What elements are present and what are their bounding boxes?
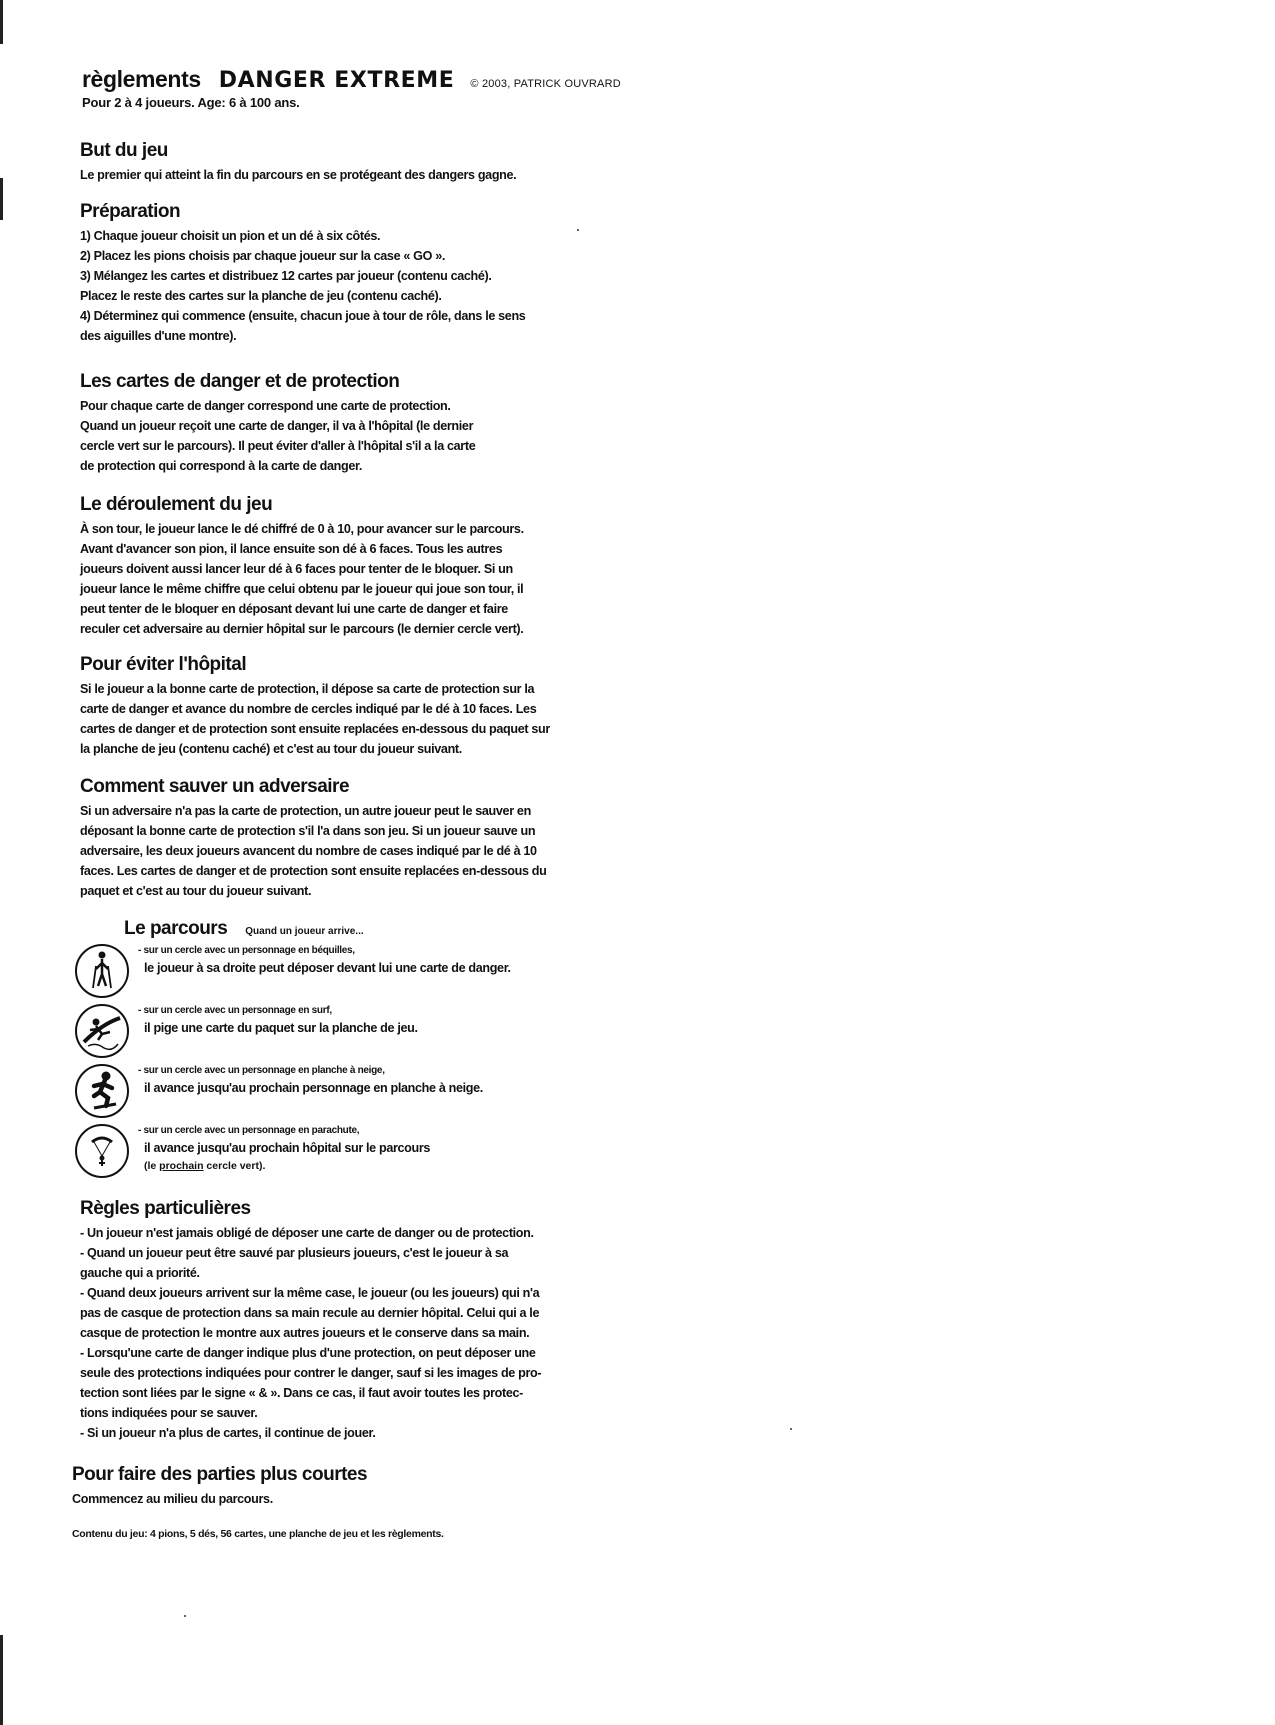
- text-line: adversaire, les deux joueurs avancent du nombre de cases indiqué par le dé à 10: [80, 843, 537, 858]
- section-cartes: [80, 371, 640, 476]
- parcours-item: [72, 1002, 672, 1060]
- surfer-figure-icon: [72, 1002, 132, 1060]
- players-age: Pour 2 à 4 joueurs. Age: 6 à 100 ans.: [82, 95, 300, 110]
- text-line: Placez le reste des cartes sur la planche de jeu (contenu caché).: [80, 288, 442, 303]
- parcours-item: [72, 1122, 672, 1186]
- document-header: [82, 66, 642, 110]
- section-title: Les cartes de danger et de protection: [80, 371, 400, 392]
- parcours-condition: - sur un cercle avec un personnage en béquilles,: [138, 945, 355, 956]
- parcours-effect: il avance jusqu'au prochain personnage en planche à neige.: [144, 1081, 483, 1095]
- section-title: Règles particulières: [80, 1198, 251, 1219]
- parcours-condition: - sur un cercle avec un personnage en parachute,: [138, 1125, 360, 1136]
- text-line: pas de casque de protection dans sa main recule au dernier hôpital. Celui qui a le: [80, 1305, 540, 1320]
- parcours-note: [144, 1158, 430, 1174]
- parcours-condition: - sur un cercle avec un personnage en surf,: [138, 1005, 332, 1016]
- section-regles-particulieres: [80, 1198, 640, 1443]
- parcours-subtitle: Quand un joueur arrive...: [245, 926, 364, 937]
- note-text: cercle vert).: [203, 1160, 266, 1172]
- scan-edge-mark: [0, 1635, 3, 1725]
- scan-speck: [184, 1615, 186, 1617]
- text-line: reculer cet adversaire au dernier hôpital sur le parcours (le dernier cercle vert).: [80, 621, 524, 636]
- text-line: joueur lance le même chiffre que celui obtenu par le joueur qui joue son tour, il: [80, 581, 524, 596]
- section-deroulement: [80, 494, 640, 639]
- text-line: - Lorsqu'une carte de danger indique plus d'une protection, on peut déposer une: [80, 1345, 536, 1360]
- section-sauver-adversaire: [80, 776, 640, 901]
- text-line: joueurs doivent aussi lancer leur dé à 6 faces pour tenter de le bloquer. Si un: [80, 561, 513, 576]
- text-line: cercle vert sur le parcours). Il peut éviter d'aller à l'hôpital s'il a la carte: [80, 438, 476, 453]
- text-line: Si le joueur a la bonne carte de protection, il dépose sa carte de protection sur la: [80, 681, 535, 696]
- section-title: Pour éviter l'hôpital: [80, 654, 247, 675]
- text-line: faces. Les cartes de danger et de protection sont ensuite replacées en-dessous du: [80, 863, 547, 878]
- scan-speck: [577, 229, 579, 231]
- note-text: (le: [144, 1160, 160, 1172]
- section-title: Le déroulement du jeu: [80, 494, 273, 515]
- section-eviter-hopital: [80, 654, 640, 759]
- section-title: Pour faire des parties plus courtes: [72, 1464, 368, 1485]
- parcours-item: [72, 942, 672, 1000]
- text-line: 2) Placez les pions choisis par chaque joueur sur la case « GO ».: [80, 248, 446, 263]
- text-line: paquet et c'est au tour du joueur suivant.: [80, 883, 312, 898]
- crutches-figure-icon: [72, 942, 132, 1000]
- scan-speck: [790, 1428, 792, 1430]
- text-line: peut tenter de le bloquer en déposant devant lui une carte de danger et faire: [80, 601, 508, 616]
- text-line: 3) Mélangez les cartes et distribuez 12 cartes par joueur (contenu caché).: [80, 268, 492, 283]
- text-line: Commencez au milieu du parcours.: [72, 1491, 273, 1506]
- text-line: Avant d'avancer son pion, il lance ensuite son dé à 6 faces. Tous les autres: [80, 541, 503, 556]
- section-title: Comment sauver un adversaire: [80, 776, 350, 797]
- text-line: - Quand un joueur peut être sauvé par plusieurs joueurs, c'est le joueur à sa: [80, 1245, 509, 1260]
- text-line: seule des protections indiquées pour contrer le danger, sauf si les images de pro-: [80, 1365, 542, 1380]
- parcours-effect: le joueur à sa droite peut déposer devant lui une carte de danger.: [144, 961, 511, 975]
- text-line: tection sont liées par le signe « & ». Dans ce cas, il faut avoir toutes les protec-: [80, 1385, 524, 1400]
- snowboarder-figure-icon: [72, 1062, 132, 1120]
- note-underlined: prochain: [159, 1160, 204, 1172]
- section-title: But du jeu: [80, 140, 168, 161]
- text-line: - Quand deux joueurs arrivent sur la même case, le joueur (ou les joueurs) qui n'a: [80, 1285, 540, 1300]
- contents-footer: Contenu du jeu: 4 pions, 5 dés, 56 cartes, une planche de jeu et les règlements.: [72, 1528, 444, 1540]
- header-reglements: règlements: [82, 66, 201, 92]
- section-title: Le parcours: [124, 918, 228, 939]
- parcours-item: [72, 1062, 672, 1120]
- text-line: Pour chaque carte de danger correspond une carte de protection.: [80, 398, 451, 413]
- text-line: À son tour, le joueur lance le dé chiffré de 0 à 10, pour avancer sur le parcours.: [80, 521, 524, 536]
- text-line: des aiguilles d'une montre).: [80, 328, 237, 343]
- game-title: DANGER EXTREME: [218, 68, 455, 93]
- text-line: carte de danger et avance du nombre de cercles indiqué par le dé à 10 faces. Les: [80, 701, 537, 716]
- section-parcours: [72, 918, 672, 1186]
- text-line: déposant la bonne carte de protection s'il l'a dans son jeu. Si un joueur sauve un: [80, 823, 536, 838]
- text-line: casque de protection le montre aux autres joueurs et le conserve dans sa main.: [80, 1325, 530, 1340]
- section-preparation: [80, 201, 640, 346]
- text-line: - Un joueur n'est jamais obligé de déposer une carte de danger ou de protection.: [80, 1225, 534, 1240]
- text-line: - Si un joueur n'a plus de cartes, il continue de jouer.: [80, 1425, 376, 1440]
- parcours-effect: il avance jusqu'au prochain hôpital sur le parcours: [144, 1141, 431, 1155]
- section-but: [80, 140, 640, 185]
- scan-edge-mark: [0, 0, 3, 44]
- text-line: tions indiquées pour se sauver.: [80, 1405, 258, 1420]
- section-title: Préparation: [80, 201, 181, 222]
- text-line: 1) Chaque joueur choisit un pion et un dé à six côtés.: [80, 228, 381, 243]
- parachutist-figure-icon: [72, 1122, 132, 1180]
- parcours-effect: il pige une carte du paquet sur la planche de jeu.: [144, 1021, 418, 1035]
- section-parties-courtes: [72, 1464, 632, 1509]
- copyright: © 2003, PATRICK OUVRARD: [470, 78, 621, 90]
- text-line: Quand un joueur reçoit une carte de danger, il va à l'hôpital (le dernier: [80, 418, 474, 433]
- text-line: la planche de jeu (contenu caché) et c'est au tour du joueur suivant.: [80, 741, 462, 756]
- text-line: Le premier qui atteint la fin du parcours en se protégeant des dangers gagne.: [80, 167, 517, 182]
- text-line: Si un adversaire n'a pas la carte de protection, un autre joueur peut le sauver en: [80, 803, 531, 818]
- text-line: gauche qui a priorité.: [80, 1265, 200, 1280]
- text-line: de protection qui correspond à la carte de danger.: [80, 458, 363, 473]
- text-line: cartes de danger et de protection sont ensuite replacées en-dessous du paquet sur: [80, 721, 550, 736]
- scan-edge-mark: [0, 178, 3, 220]
- text-line: 4) Déterminez qui commence (ensuite, chacun joue à tour de rôle, dans le sens: [80, 308, 526, 323]
- parcours-condition: - sur un cercle avec un personnage en planche à neige,: [138, 1065, 385, 1076]
